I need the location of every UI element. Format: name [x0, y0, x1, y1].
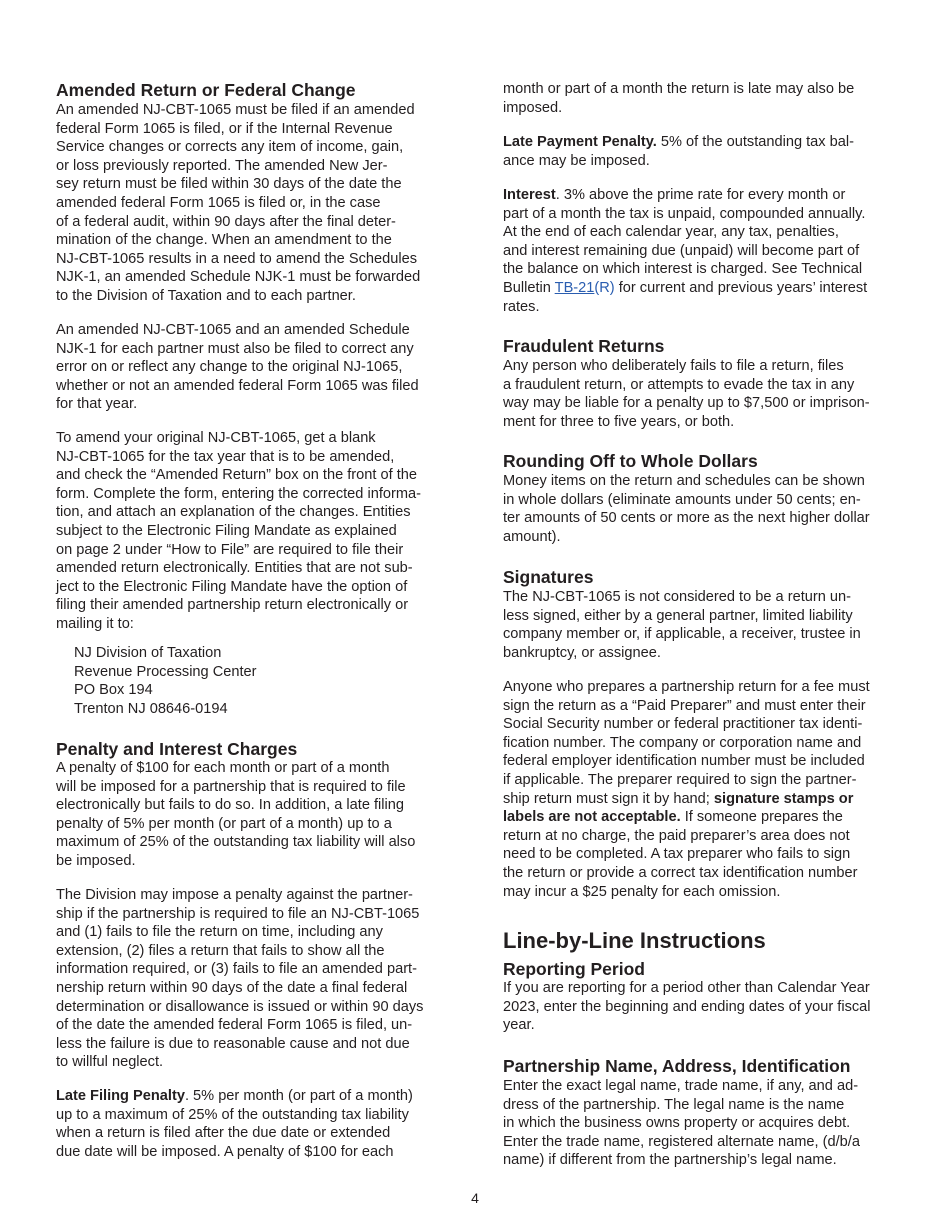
text-line: less signed, either by a general partner, limited liability [503, 607, 853, 624]
text-line: The NJ-CBT-1065 is not considered to be a return un- [503, 589, 851, 605]
text-line: may incur a $25 penalty for each omission. [503, 883, 781, 900]
text-line: and interest remaining due (unpaid) will become part of [503, 242, 860, 259]
text-line: error on or reflect any change to the original NJ-1065, [56, 359, 403, 376]
section-heading-amended-return: Amended Return or Federal Change [56, 80, 356, 100]
text-line: of a federal audit, within 90 days after the final deter- [56, 213, 396, 230]
text-line: name) if different from the partnership’s legal name. [503, 1152, 837, 1169]
signatures-paragraph-2 [503, 678, 870, 901]
text-line: Any person who deliberately fails to file a return, files [503, 358, 844, 374]
page-number: 4 [471, 1190, 479, 1206]
text-line: way may be liable for a penalty up to $7,500 or imprison- [503, 395, 870, 412]
text-line [503, 133, 854, 152]
text-line: tion, and attach an explanation of the changes. Entities [56, 504, 411, 521]
text-line: need to be completed. A tax preparer who fails to sign [503, 846, 851, 863]
text-line: amended return electronically. Entities that are not sub- [56, 560, 413, 577]
text-line: amount). [503, 528, 561, 545]
amended-paragraph-3 [56, 429, 421, 634]
text-line: part of a month the tax is unpaid, compounded annually. [503, 205, 866, 222]
signature-warning: labels are not acceptable. [503, 809, 681, 826]
text-line: dress of the partnership. The legal name is the name [503, 1096, 845, 1113]
text-line: NJK-1, an amended Schedule NJK-1 must be forwarded [56, 269, 421, 286]
fraudulent-paragraph [503, 357, 870, 431]
section-heading-rounding: Rounding Off to Whole Dollars [503, 451, 758, 471]
text-line: fication number. The company or corporation name and [503, 734, 862, 751]
address-line: NJ Division of Taxation [74, 645, 222, 661]
text-line: penalty of 5% per month (or part of a month) up to a [56, 815, 392, 832]
section-heading-penalty: Penalty and Interest Charges [56, 739, 298, 759]
late-filing-label: Late Filing Penalty [56, 1088, 185, 1104]
text-line: ter amounts of 50 cents or more as the next higher dollar [503, 510, 870, 527]
text-line: nership return within 90 days of the date a final federal [56, 979, 408, 996]
text-line [503, 790, 870, 809]
text-line: rates. [503, 298, 540, 315]
text-line: The Division may impose a penalty against the partner- [56, 887, 413, 903]
text-line: sign the return as a “Paid Preparer” and must enter their [503, 697, 866, 714]
text-line: up to a maximum of 25% of the outstanding tax liability [56, 1106, 409, 1123]
text-line [56, 1087, 413, 1106]
tb-21-link-suffix[interactable]: (R) [594, 279, 615, 296]
text-line: federal Form 1065 is filed, or if the Internal Revenue [56, 120, 393, 137]
text-line: federal employer identification number must be included [503, 753, 865, 770]
text-line: will be imposed for a partnership that is required to file [56, 778, 406, 795]
text-line: ment for three to five years, or both. [503, 413, 735, 430]
mailing-address [74, 644, 257, 718]
late-filing-continued [503, 80, 854, 117]
late-payment-label: Late Payment Penalty. [503, 134, 657, 150]
text-line: maximum of 25% of the outstanding tax liability will also [56, 834, 416, 851]
text-line: to willful neglect. [56, 1054, 164, 1071]
section-heading-reporting-period: Reporting Period [503, 959, 645, 979]
penalty-paragraph-1 [56, 759, 415, 871]
amended-paragraph-1 [56, 101, 420, 306]
bulletin-suffix: for current and previous years’ interest [614, 279, 868, 296]
late-payment-paragraph [503, 133, 854, 170]
text-line [503, 279, 867, 298]
text-line: ance may be imposed. [503, 152, 650, 169]
text-line: the balance on which interest is charged. See Technical [503, 261, 863, 278]
late-filing-text: . 5% per month (or part of a month) [184, 1088, 413, 1104]
text-line: Enter the trade name, registered alternate name, (d/b/a [503, 1133, 860, 1150]
text-line: when a return is filed after the due date or extended [56, 1125, 391, 1142]
text-line: month or part of a month the return is late may also be [503, 81, 855, 97]
text-line: At the end of each calendar year, any tax, penalties, [503, 224, 839, 241]
text-line: bankruptcy, or assignee. [503, 644, 661, 661]
text-line: An amended NJ-CBT-1065 must be filed if an amended [56, 102, 415, 118]
text-line: Enter the exact legal name, trade name, if any, and ad- [503, 1078, 859, 1094]
address-line: Trenton NJ 08646-0194 [74, 700, 228, 717]
text-line: information required, or (3) fails to file an amended part- [56, 961, 417, 978]
text-line: due date will be imposed. A penalty of $100 for each [56, 1143, 394, 1160]
text-line [503, 186, 867, 205]
amended-paragraph-2 [56, 321, 419, 414]
text-line: if applicable. The preparer required to sign the partner- [503, 771, 857, 788]
address-line: Revenue Processing Center [74, 663, 257, 680]
interest-label: Interest [503, 187, 556, 203]
text-line: on page 2 under “How to File” are required to file their [56, 541, 404, 558]
text-line: To amend your original NJ-CBT-1065, get a blank [56, 430, 376, 446]
text-line: the return or provide a correct tax identification number [503, 864, 858, 881]
text-line: sey return must be filed within 30 days of the date the [56, 176, 402, 193]
text-line: NJ-CBT-1065 results in a need to amend the Schedules [56, 250, 417, 267]
text-line: less the failure is due to reasonable cause and not due [56, 1035, 410, 1052]
text-line: to the Division of Taxation and to each partner. [56, 287, 356, 304]
text-line: Money items on the return and schedules can be shown [503, 473, 865, 489]
text-line: mination of the change. When an amendment to the [56, 232, 392, 249]
section-heading-partnership-name: Partnership Name, Address, Identification [503, 1056, 851, 1076]
text-line: a fraudulent return, or attempts to evade the tax in any [503, 376, 855, 393]
text-line: mailing it to: [56, 615, 134, 632]
tb-21-link[interactable]: TB-21 [554, 279, 595, 296]
text-line: and check the “Amended Return” box on the front of the [56, 467, 418, 484]
signature-warning: signature stamps or [713, 790, 854, 807]
text-line: in which the business owns property or acquires debt. [503, 1115, 851, 1132]
text-line: filing their amended partnership return electronically or [56, 597, 409, 614]
text-line: amended federal Form 1065 is filed or, in the case [56, 194, 381, 211]
text-line: extension, (2) files a return that fails to show all the [56, 942, 385, 959]
reporting-period-paragraph [503, 979, 871, 1035]
text-line: A penalty of $100 for each month or part of a month [56, 760, 390, 776]
section-title-line-by-line: Line-by-Line Instructions [503, 928, 766, 953]
text-line: and (1) fails to file the return on time, including any [56, 924, 383, 941]
text-line: subject to the Electronic Filing Mandate as explained [56, 522, 397, 539]
late-payment-text: 5% of the outstanding tax bal- [656, 134, 854, 150]
text-line: Anyone who prepares a partnership return for a fee must [503, 679, 870, 695]
text-line: Service changes or corrects any item of income, gain, [56, 139, 404, 156]
text-line: imposed. [503, 99, 563, 116]
text-line: Social Security number or federal practitioner tax identi- [503, 716, 863, 733]
text-line: NJK-1 for each partner must also be filed to correct any [56, 340, 414, 357]
text-line: or loss previously reported. The amended New Jer- [56, 157, 388, 174]
signature-text: ship return must sign it by hand; [503, 790, 714, 807]
text-line: form. Complete the form, entering the corrected informa- [56, 485, 421, 502]
text-line: return at no charge, the paid preparer’s area does not [503, 827, 850, 844]
address-line: PO Box 194 [74, 682, 153, 699]
text-line: in whole dollars (eliminate amounts under 50 cents; en- [503, 491, 861, 508]
signature-text: If someone prepares the [680, 809, 843, 826]
section-heading-signatures: Signatures [503, 567, 594, 587]
late-filing-paragraph [56, 1087, 413, 1161]
text-line: ship if the partnership is required to file an NJ-CBT-1065 [56, 905, 420, 922]
text-line: for that year. [56, 396, 138, 413]
text-line: determination or disallowance is issued or within 90 days [56, 998, 424, 1015]
text-line: year. [503, 1017, 535, 1034]
bulletin-prefix: Bulletin [503, 279, 555, 296]
text-line: company member or, if applicable, a receiver, trustee in [503, 626, 861, 643]
text-line: 2023, enter the beginning and ending dates of your fiscal [503, 998, 871, 1015]
text-line: ject to the Electronic Filing Mandate have the option of [56, 578, 408, 595]
text-line [503, 808, 870, 827]
penalty-paragraph-2 [56, 886, 423, 1072]
rounding-paragraph [503, 472, 870, 546]
signatures-paragraph-1 [503, 588, 861, 662]
text-line: An amended NJ-CBT-1065 and an amended Schedule [56, 322, 410, 338]
section-heading-fraudulent: Fraudulent Returns [503, 336, 665, 356]
text-line: NJ-CBT-1065 for the tax year that is to be amended, [56, 448, 395, 465]
text-line: of the date the amended federal Form 1065 is filed, un- [56, 1017, 413, 1034]
interest-text: . 3% above the prime rate for every month or [555, 187, 846, 203]
interest-paragraph [503, 186, 867, 316]
text-line: be imposed. [56, 852, 136, 869]
partnership-name-paragraph [503, 1077, 860, 1170]
text-line: If you are reporting for a period other than Calendar Year [503, 980, 870, 996]
text-line: whether or not an amended federal Form 1065 was filed [56, 377, 419, 394]
text-line: electronically but fails to do so. In addition, a late filing [56, 797, 405, 814]
